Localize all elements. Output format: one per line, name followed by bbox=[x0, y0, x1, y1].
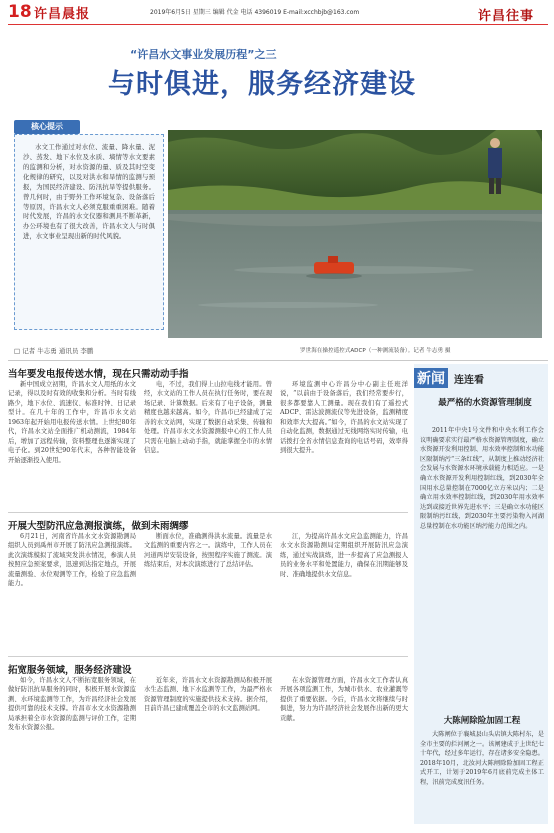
core-summary-text: 水文工作通过对水位、流量、降水量、泥沙、蒸发、地下水位及水质、墒情等水文要素的监测和分析，对水资源的量、质及其时空变化规律的研究，以及对洪水和旱情的监测与预报，为国民经济建设、防汛抗旱等提供服务。曾几何时，由于野外工作环境复杂、设备落后等原因，许昌水文人必须克服重重困难。随着时代发展，许昌的水文仪器和测具不断革新，办公环境也有了很大改善，许昌水文人与时俱进，水文事业呈现出新的时代风貌。 bbox=[23, 143, 155, 241]
section-3-col-2: 近年来，许昌水文水资源勘测局积极开展水生态监测、地下水监测等工作，为最严格水资源管理制度的实施提供技术支持。据介绍，目前许昌已建成覆盖全市的水文监测站网。 bbox=[144, 677, 272, 713]
section-heading-1: 当年要发电报传送水情，现在只需动动手指 bbox=[8, 369, 189, 380]
river-photo bbox=[168, 130, 542, 338]
section-1-col-2: 电，不过，我们得上山拉电线才能用。曾经，水文站的工作人员在执行任务时，要在现场记录、计算数据。后来有了电子设备，测量精度也越来越高。如今，许昌市已经建成了完善的水文站网，实现了数据自动采集、传输和处理。许昌市水文水资源测报中心的工作人员只需在电脑上动动手指，就能掌握全市的水情信息。 bbox=[144, 381, 272, 455]
section-1-col-1: 新中国成立初期，许昌水文人用纸的水文记录，得以及时有效的收集和分析。当时有线路少，地下水位、流速仪、标准时钟、日记录型计。在几十年的工作中，许昌市水文站1963年起开始用电报传送水情。上世纪80年代，许昌水文站全面推广机动测流，1984年后，增加了远程传输，资料整理也逐渐实现了电子化。到20世纪90年代末，各种智能设备开始逐渐投入使用。 bbox=[8, 381, 136, 464]
section-name: 许昌往事 bbox=[478, 9, 535, 24]
adcp-boat bbox=[314, 262, 354, 274]
operator-figure bbox=[488, 148, 502, 178]
divider bbox=[8, 360, 548, 361]
page-number: 18 bbox=[8, 2, 32, 22]
sidebar-subtitle-2: 大陈闸除险加固工程 bbox=[443, 716, 521, 726]
camera-icon: □ bbox=[14, 347, 21, 355]
divider bbox=[8, 512, 408, 513]
section-heading-2: 开展大型防汛应急测报演练，做到未雨绸缪 bbox=[8, 521, 189, 532]
series-kicker: “许昌水文事业发展历程”之三 bbox=[130, 48, 277, 61]
sidebar-text-2: 大陈闸位于襄城县山头店镇大陈村东，是全市主要的拦河闸之一。该闸建成于上世纪七十年代，经过多年运行，存在诸多安全隐患。2018年10月，北汝河大陈闸除险加固工程正式开工，计划于2019年6月底前完成主体工程，汛前完成度汛任务。 bbox=[420, 731, 544, 787]
section-2-col-3: 江，为提高许昌水文应急监测能力，许昌水文水资源勘测局定期组织开展防汛应急演练，通过实战演练，进一步提高了应急测报人员的业务水平和处置能力，确保在汛期能够及时、准确地提供水文信息。 bbox=[280, 533, 408, 578]
byline-text: 记者 牛志勇 通讯员 李鹏 bbox=[22, 347, 94, 355]
core-tag: 核心提示 bbox=[14, 120, 80, 134]
sidebar-subtitle-1: 最严格的水资源管理制度 bbox=[438, 398, 532, 408]
sidebar-title: 连连看 bbox=[454, 375, 484, 386]
page-title: 与时俱进，服务经济建设 bbox=[108, 69, 416, 100]
section-2-col-1: 6月21日，河南省许昌水文水资源勘测局组织人员到禹州市开展了防汛应急测报演练。此次演练模拟了流域突发洪水情况，参演人员按照应急预案要求，迅速到达指定地点，开展流量测验、水位观测等工作，检验了应急监测能力。 bbox=[8, 533, 136, 588]
sidebar-text-1: 2011年中央1号文件和中央水利工作会议明确要求实行最严格水资源管理制度，确立水资源开发利用控制、用水效率控制和水功能区限制纳污“三条红线”，从制度上推动经济社会发展与水资源水环境承载能力相适应。一是确立水资源开发利用控制红线，到2030年全国用水总量控制在7000亿立方米以内；二是确立用水效率控制红线，到2030年用水效率达到或接近世界先进水平；三是确立水功能区限制纳污红线，到2030年主要污染物入河湖总量控制在水功能区纳污能力范围之内。 bbox=[420, 427, 544, 531]
section-3-col-1: 如今，许昌水文人不断拓宽服务领域，在做好防汛抗旱服务的同时，积极开展水资源监测、水环境监测等工作，为许昌经济社会发展提供可靠的技术支撑。许昌市水文水资源勘测局承担着全市水资源的监测与评价工作，定期发布水资源公报。 bbox=[8, 677, 136, 732]
header-info: 2019年6月5日 星期三 编辑 代金 电话 4396019 E-mail:xcchbjb@163.com bbox=[150, 9, 360, 16]
header-divider bbox=[8, 24, 548, 25]
page-header bbox=[0, 0, 554, 26]
byline bbox=[14, 346, 93, 355]
section-1-col-3: 环境监测中心许昌分中心副主任班洋说，“以前由于设备落后，我们经常要步行，很多都要靠人工测量。现在我们有了遥控式ADCP、雷达波测流仪等先进设备，监测精度和效率大大提高。”如今，许昌的水文站实现了自动化监测，数据通过无线网络实时传输，电话拨打全省水情信息查询的电话号码，效率得到很大提升。 bbox=[280, 381, 408, 455]
news-tag: 新闻 bbox=[414, 368, 448, 388]
divider bbox=[8, 656, 408, 657]
photo-caption: 罗世海在操控遥控式ADCP（一种测流装备）。记者 牛志勇 摄 bbox=[300, 348, 451, 354]
section-2-col-2: 断面水位，准确测得洪水流量。流量是水文监测的重要内容之一。演练中，工作人员在河道两岸安装设备，按照程序实施了测流。演练结束后，对本次演练进行了总结评估。 bbox=[144, 533, 272, 569]
section-3-col-3: 在水资源管理方面，许昌水文工作者认真开展各项监测工作，为城市供水、农业灌溉等提供了重要依据。今后，许昌水文将继续与时俱进，努力为许昌经济社会发展作出新的更大贡献。 bbox=[280, 677, 408, 722]
section-heading-3: 拓宽服务领域，服务经济建设 bbox=[8, 665, 132, 676]
core-summary-box bbox=[14, 134, 164, 330]
newspaper-logo: 许昌晨报 bbox=[34, 7, 91, 22]
river-photo-image bbox=[168, 130, 542, 338]
